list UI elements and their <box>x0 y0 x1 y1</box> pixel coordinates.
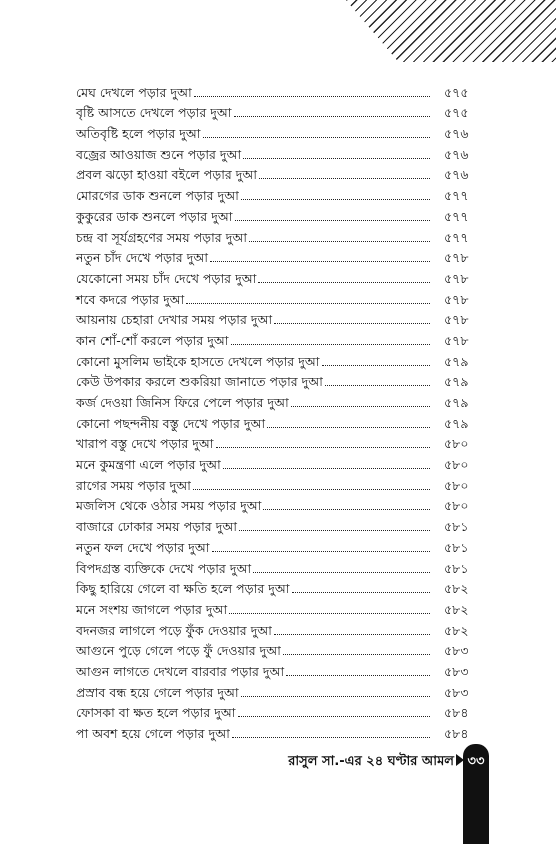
toc-entry-page: ৫৭৮ <box>444 270 469 286</box>
toc-entry-page: ৫৭৮ <box>444 291 469 307</box>
toc-entry <box>76 120 476 141</box>
toc-entry-title: আগুন লাগতে দেখলে বারবার পড়ার দুআ <box>76 663 285 679</box>
toc-entry-page: ৫৭৯ <box>444 374 469 390</box>
toc-entry <box>76 534 476 555</box>
toc-entry-title: আগুনে পুড়ে গেলে পড়ে ফুঁ দেওয়ার দুআ <box>76 643 281 659</box>
toc-entry-title: বৃষ্টি আসতে দেখলে পড়ার দুআ <box>76 105 232 121</box>
toc-entry-title: মোরগের ডাক শুনলে পড়ার দুআ <box>76 188 239 204</box>
dot-leader <box>286 675 430 676</box>
toc-entry-page: ৫৭৮ <box>444 312 469 328</box>
dot-leader <box>274 634 430 635</box>
toc-entry-title: পা অবশ হয়ে গেলে পড়ার দুআ <box>76 726 230 741</box>
dot-leader <box>223 468 430 469</box>
toc-entry <box>76 513 476 534</box>
toc-entry-page: ৫৮২ <box>444 581 469 597</box>
toc-entry-title: বদনজর লাগলে পড়ে ফুঁক দেওয়ার দুআ <box>76 622 273 638</box>
toc-entry-title: কোনো মুসলিম ভাইকে হাসতে দেখলে পড়ার দুআ <box>76 353 320 369</box>
toc-entry-title: কান শোঁ-শোঁ করলে পড়ার দুআ <box>76 332 229 348</box>
toc-entry <box>76 555 476 576</box>
toc-entry-title: মজলিস থেকে ওঠার সময় পড়ার দুআ <box>76 498 262 514</box>
decorative-stripes <box>346 0 556 62</box>
toc-entry-page: ৫৮০ <box>444 498 469 514</box>
toc-entry-page: ৫৭৭ <box>444 229 469 245</box>
toc-entry <box>76 451 476 472</box>
toc-entry-title: মনে সংশয় জাগলে পড়ার দুআ <box>76 601 228 617</box>
toc-entry <box>76 369 476 390</box>
toc-entry <box>76 596 476 617</box>
dot-leader <box>253 572 430 573</box>
dot-leader <box>292 592 430 593</box>
dot-leader <box>322 365 430 366</box>
toc-entry <box>76 576 476 597</box>
toc-entry-page: ৫৭৯ <box>444 395 469 410</box>
toc-entry-title: কেউ উপকার করলে শুকরিয়া জানাতে পড়ার দুআ <box>76 374 323 390</box>
page-number-tab <box>463 744 489 844</box>
dot-leader <box>243 158 430 159</box>
toc-entry <box>76 79 476 100</box>
toc-entry-page: ৫৭৭ <box>444 188 469 204</box>
toc-entry-page: ৫৮০ <box>444 436 469 452</box>
toc-entry-page: ৫৭৬ <box>444 167 469 183</box>
toc-entry-page: ৫৭৮ <box>444 332 469 348</box>
toc-entry-title: শবে কদরে পড়ার দুআ <box>76 291 185 307</box>
toc-entry <box>76 679 476 700</box>
toc-entry <box>76 265 476 286</box>
toc-entry-page: ৫৮০ <box>444 477 469 493</box>
toc-entry <box>76 286 476 307</box>
dot-leader <box>193 489 430 490</box>
toc-entry-title: কুকুরের ডাক শুনলে পড়ার দুআ <box>76 208 233 224</box>
dot-leader <box>241 696 430 697</box>
toc-entry <box>76 638 476 659</box>
toc-entry-page: ৫৮১ <box>444 560 469 576</box>
dot-leader <box>234 116 430 117</box>
table-of-contents <box>76 79 476 741</box>
dot-leader <box>249 241 430 242</box>
dot-leader <box>263 509 430 510</box>
toc-entry-page: ৫৮৩ <box>444 643 469 659</box>
toc-entry-title: প্রবল ঝড়ো হাওয়া বইলে পড়ার দুআ <box>76 167 258 183</box>
dot-leader <box>194 96 430 97</box>
toc-entry-page: ৫৮০ <box>444 457 469 473</box>
toc-entry-page: ৫৭৬ <box>444 146 469 162</box>
dot-leader <box>231 344 430 345</box>
dot-leader <box>235 220 430 221</box>
toc-entry-title: কিছু হারিয়ে গেলে বা ক্ষতি হলে পড়ার দুআ <box>76 581 290 597</box>
dot-leader <box>238 716 430 717</box>
toc-entry-title: অতিবৃষ্টি হলে পড়ার দুআ <box>76 126 201 142</box>
dot-leader <box>267 427 430 428</box>
dot-leader <box>232 737 430 738</box>
toc-entry-title: কোনো পছন্দনীয় বস্তু দেখে পড়ার দুআ <box>76 415 266 431</box>
toc-entry <box>76 472 476 493</box>
toc-entry-page: ৫৭৯ <box>444 353 469 369</box>
dot-leader <box>283 654 430 655</box>
toc-entry <box>76 182 476 203</box>
toc-entry-title: মেঘ দেখলে পড়ার দুআ <box>76 84 192 100</box>
toc-entry <box>76 348 476 369</box>
toc-entry-page: ৫৮৩ <box>444 684 469 700</box>
toc-entry-page: ৫৮৪ <box>444 726 469 741</box>
toc-entry-page: ৫৭৭ <box>444 208 469 224</box>
toc-entry <box>76 307 476 328</box>
toc-entry-title: নতুন ফল দেখে পড়ার দুআ <box>76 539 210 555</box>
toc-entry-page: ৫৭৬ <box>444 126 469 142</box>
toc-entry-title: বাজারে ঢোকার সময় পড়ার দুআ <box>76 519 238 535</box>
dot-leader <box>210 261 430 262</box>
dot-leader <box>241 199 430 200</box>
toc-entry-title: মনে কুমন্ত্রণা এলে পড়ার দুআ <box>76 457 221 473</box>
toc-entry <box>76 410 476 431</box>
toc-entry <box>76 658 476 679</box>
toc-entry-title: খারাপ বস্তু দেখে পড়ার দুআ <box>76 436 214 452</box>
toc-entry-title: বজ্রের আওয়াজ শুনে পড়ার দুআ <box>76 146 242 162</box>
toc-entry <box>76 389 476 410</box>
toc-entry-title: রাগের সময় পড়ার দুআ <box>76 477 191 493</box>
toc-entry <box>76 327 476 348</box>
toc-entry <box>76 203 476 224</box>
toc-entry <box>76 700 476 721</box>
toc-entry-page: ৫৭৮ <box>444 250 469 266</box>
toc-entry-title: বিপদগ্রস্ত ব্যক্তিকে দেখে পড়ার দুআ <box>76 560 252 576</box>
dot-leader <box>259 178 430 179</box>
toc-entry-page: ৫৭৫ <box>444 105 469 121</box>
toc-entry-title: যেকোনো সময় চাঁদ দেখে পড়ার দুআ <box>76 270 257 286</box>
toc-entry-page: ৫৭৯ <box>444 415 469 431</box>
toc-entry <box>76 617 476 638</box>
dot-leader <box>291 406 430 407</box>
dot-leader <box>212 551 430 552</box>
dot-leader <box>229 613 430 614</box>
dot-leader <box>258 282 430 283</box>
toc-entry <box>76 493 476 514</box>
toc-entry-title: চন্দ্র বা সূর্যগ্রহণের সময় পড়ার দুআ <box>76 229 248 245</box>
toc-entry <box>76 162 476 183</box>
dot-leader <box>216 447 430 448</box>
toc-entry <box>76 100 476 121</box>
toc-entry <box>76 431 476 452</box>
toc-entry-title: কর্জ দেওয়া জিনিস ফিরে পেলে পড়ার দুআ <box>76 395 289 410</box>
toc-entry-page: ৫৮৩ <box>444 663 469 679</box>
toc-entry-title: প্রস্রাব বন্ধ হয়ে গেলে পড়ার দুআ <box>76 684 239 700</box>
toc-entry <box>76 720 476 741</box>
dot-leader <box>186 303 430 304</box>
toc-entry-page: ৫৭৫ <box>444 84 469 100</box>
toc-entry-title: ফোসকা বা ক্ষত হলে পড়ার দুআ <box>76 705 236 721</box>
dot-leader <box>274 323 430 324</box>
dot-leader <box>203 137 430 138</box>
toc-entry-page: ৫৮১ <box>444 519 469 535</box>
toc-entry <box>76 224 476 245</box>
toc-entry-title: নতুন চাঁদ দেখে পড়ার দুআ <box>76 250 209 266</box>
toc-entry-page: ৫৮৪ <box>444 705 469 721</box>
toc-entry <box>76 245 476 266</box>
toc-entry-title: আয়নায় চেহারা দেখার সময় পড়ার দুআ <box>76 312 273 328</box>
toc-entry <box>76 141 476 162</box>
toc-entry-page: ৫৮২ <box>444 601 469 617</box>
dot-leader <box>325 385 430 386</box>
dot-leader <box>239 530 430 531</box>
running-footer-title: রাসুল সা.-এর ২৪ ঘণ্টার আমল <box>288 754 454 769</box>
toc-entry-page: ৫৮১ <box>444 539 469 555</box>
page-number: ৩৩ <box>467 754 485 769</box>
toc-entry-page: ৫৮২ <box>444 622 469 638</box>
